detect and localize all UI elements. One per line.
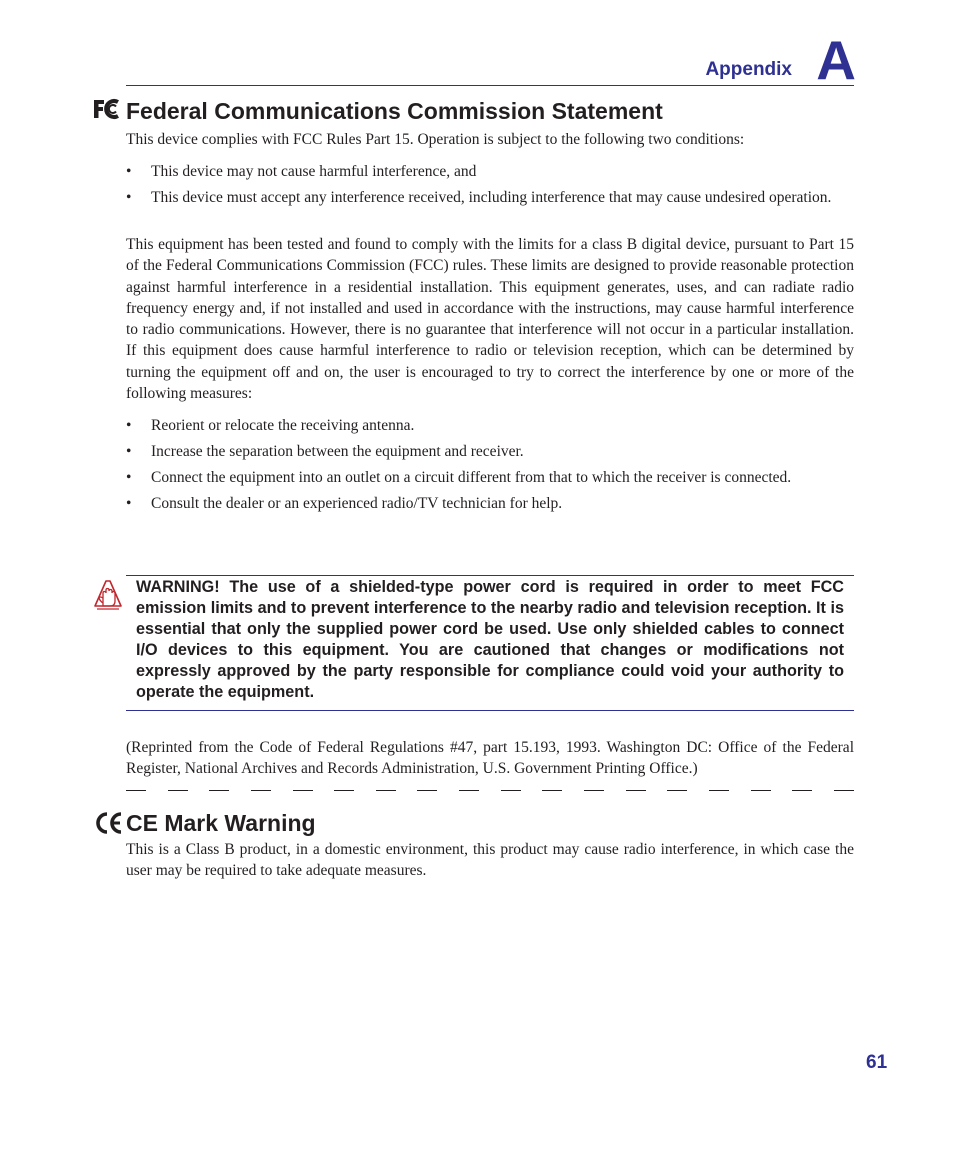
ce-body: This is a Class B product, in a domestic environment, this product may cause radio interference, in which case the user may be required to take adequate measures. [126, 841, 854, 880]
page-number: 61 [866, 1052, 888, 1073]
list-item: • Consult the dealer or an experienced radio/TV technician for help. [126, 495, 563, 512]
fcc-logo-icon [92, 98, 122, 120]
warning-hand-icon [93, 579, 123, 611]
bullet: • [126, 163, 132, 180]
ce-mark-icon [93, 811, 125, 835]
list-item: • Reorient or relocate the receiving antenna. [126, 417, 415, 434]
warning-top-rule [126, 575, 854, 576]
header-appendix-label: Appendix [705, 59, 792, 80]
fcc-body: This equipment has been tested and found to comply with the limits for a class B digital device, pursuant to Part 15 of the Federal Communications Commission (FCC) rules. These limits are designed to provide reasonable protection against harmful interference in a residential installation. This equipment generates, uses, and can radiate radio frequency energy and, if not installed and used in accordance with the instructions, may cause harmful interference to radio communications. However, there is no guarantee that interference will not occur in a particular installation. If this equipment does cause harmful interference to radio or television reception, which can be determined by turning the equipment off and on, the user is encouraged to try to correct the interference by one or more of the following measures: [126, 236, 854, 403]
bullet: • [126, 417, 132, 434]
bullet: • [126, 189, 132, 206]
list-item: • This device may not cause harmful interference, and [126, 163, 477, 180]
ce-section-title: CE Mark Warning [126, 810, 316, 836]
header-appendix-letter: A [816, 29, 856, 91]
reprint-note: (Reprinted from the Code of Federal Regulations #47, part 15.193, 1993. Washington DC: Office of the Federal Register, National Archives and Records Administration, U.S. Government Printing Office.) [126, 739, 854, 778]
bullet: • [126, 495, 132, 512]
fcc-intro: This device complies with FCC Rules Part 15. Operation is subject to the following two conditions: [126, 131, 745, 148]
page-header [126, 29, 856, 91]
list-item: • This device must accept any interference received, including interference that may cause undesired operation. [126, 189, 832, 206]
warning-text: WARNING! The use of a shielded-type power cord is required in order to meet FCC emission limits and to prevent interference to the nearby radio and television reception. It is essential that only the supplied power cord be used. Use only shielded cables to connect I/O devices to this equipment. You are cautioned that changes or modifications not expressly approved by the party responsible for compliance could void your authority to operate the equipment. [136, 578, 844, 701]
fcc-measures-list [126, 415, 854, 519]
bullet: • [126, 443, 132, 460]
list-item: • Connect the equipment into an outlet on a circuit different from that to which the receiver is connected. [126, 469, 792, 486]
list-item: • Increase the separation between the equipment and receiver. [126, 443, 524, 460]
bullet: • [126, 469, 132, 486]
fcc-section-title: Federal Communications Commission Statement [126, 98, 663, 124]
warning-bottom-rule [126, 710, 854, 711]
dashed-divider [126, 790, 854, 792]
fcc-conditions-list [126, 161, 854, 213]
